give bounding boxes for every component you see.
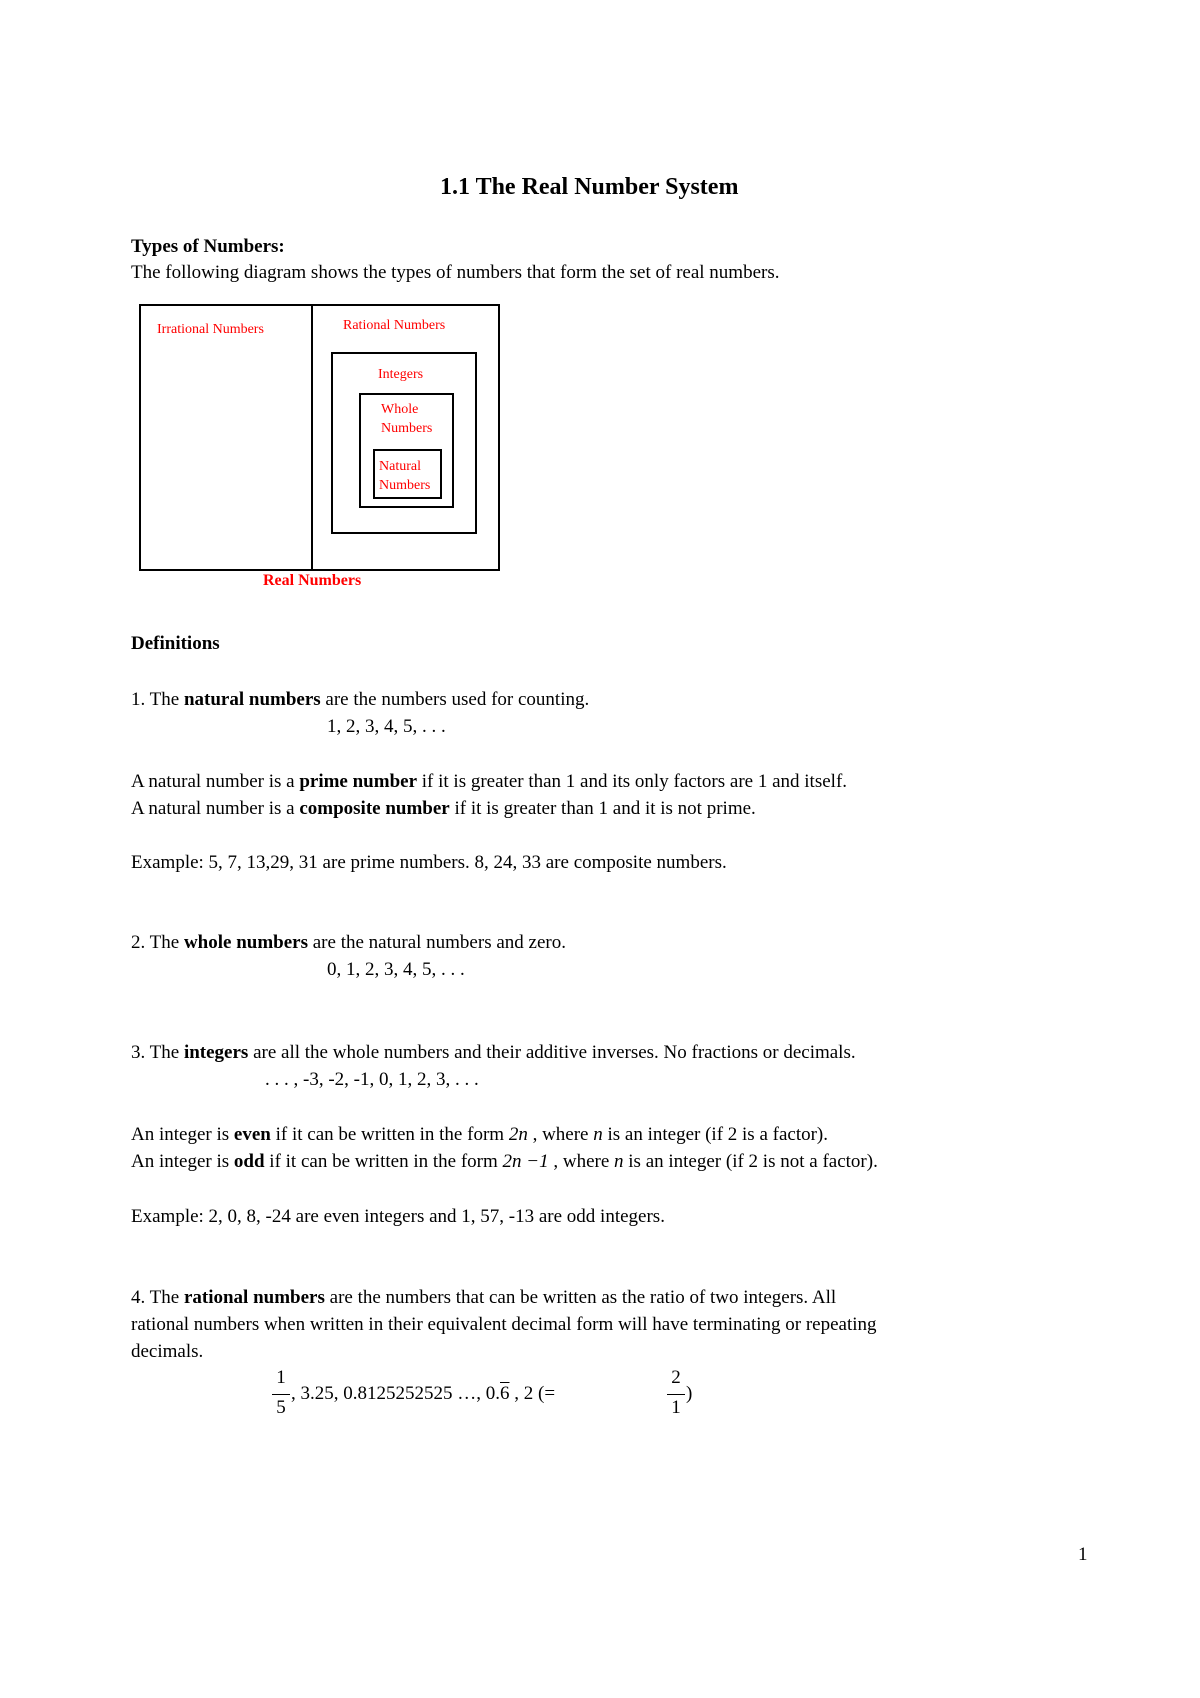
def2-sequence: 0, 1, 2, 3, 4, 5, . . . bbox=[327, 959, 465, 980]
rational-examples-mid bbox=[291, 1383, 555, 1405]
types-heading: Types of Numbers: bbox=[131, 236, 285, 257]
def1-rest: are the numbers used for counting. bbox=[320, 689, 590, 710]
prime-definition bbox=[131, 771, 847, 793]
whole-numbers-label-2: Numbers bbox=[381, 421, 433, 436]
rational-examples-end: , 2 (= bbox=[509, 1383, 556, 1404]
def3-sequence: . . . , -3, -2, -1, 0, 1, 2, 3, . . . bbox=[265, 1069, 479, 1090]
frac2-close-paren: ) bbox=[686, 1383, 693, 1404]
prime-def-b: if it is greater than 1 and its only factors are 1 and itself. bbox=[417, 771, 848, 792]
frac1-numerator: 1 bbox=[276, 1367, 286, 1388]
rational-examples-text: , 3.25, 0.8125252525 …, 0. bbox=[291, 1383, 500, 1404]
repeating-digit: 6 bbox=[500, 1383, 510, 1404]
whole-numbers-label-1: Whole bbox=[381, 402, 419, 417]
even-def-b: if it can be written in the form bbox=[270, 1124, 509, 1145]
frac1-bar bbox=[272, 1394, 290, 1395]
def4-rest: are the numbers that can be written as the ratio of two integers. All bbox=[324, 1287, 837, 1308]
even-term: even bbox=[233, 1124, 271, 1145]
natural-numbers-label-1: Natural bbox=[379, 459, 421, 474]
odd-term: odd bbox=[233, 1151, 265, 1172]
integers-label: Integers bbox=[378, 367, 424, 382]
even-definition bbox=[131, 1124, 828, 1146]
page-number: 1 bbox=[1078, 1544, 1088, 1565]
composite-def-b: if it is greater than 1 and it is not prime. bbox=[449, 798, 756, 819]
odd-n: n bbox=[614, 1151, 624, 1172]
even-def-d: is an integer (if 2 is a factor). bbox=[602, 1124, 829, 1145]
rational-numbers-label: Rational Numbers bbox=[343, 318, 446, 333]
def4-line-3: decimals. bbox=[131, 1341, 204, 1362]
def1-example: Example: 5, 7, 13,29, 31 are prime numbers. 8, 24, 33 are composite numbers. bbox=[131, 852, 727, 873]
def4-number: 4. The bbox=[131, 1287, 184, 1308]
def2-line bbox=[131, 932, 566, 954]
natural-numbers-label-2: Numbers bbox=[379, 478, 431, 493]
irrational-numbers-label: Irrational Numbers bbox=[157, 322, 264, 337]
odd-def-c: , where bbox=[548, 1151, 615, 1172]
def1-term: natural numbers bbox=[183, 689, 321, 710]
even-def-c: , where bbox=[527, 1124, 594, 1145]
def1-number: 1. The bbox=[131, 689, 184, 710]
def3-rest: are all the whole numbers and their additive inverses. No fractions or decimals. bbox=[248, 1042, 856, 1063]
def2-rest: are the natural numbers and zero. bbox=[308, 932, 566, 953]
def3-example: Example: 2, 0, 8, -24 are even integers and 1, 57, -13 are odd integers. bbox=[131, 1206, 665, 1227]
irrational-rational-divider bbox=[311, 305, 313, 570]
odd-form: 2n −1 bbox=[502, 1151, 549, 1172]
def2-term: whole numbers bbox=[183, 932, 308, 953]
frac1-denominator: 5 bbox=[276, 1397, 286, 1418]
prime-term: prime number bbox=[299, 771, 418, 792]
odd-def-a: An integer is bbox=[131, 1151, 234, 1172]
composite-def-a: A natural number is a bbox=[131, 798, 300, 819]
real-numbers-label: Real Numbers bbox=[263, 572, 362, 589]
def4-line-2: rational numbers when written in their equivalent decimal form will have terminating or repeating bbox=[131, 1314, 877, 1335]
def3-line bbox=[131, 1042, 856, 1064]
frac2-bar bbox=[667, 1394, 685, 1395]
def3-number: 3. The bbox=[131, 1042, 184, 1063]
def1-sequence: 1, 2, 3, 4, 5, . . . bbox=[327, 716, 446, 737]
types-intro: The following diagram shows the types of numbers that form the set of real numbers. bbox=[131, 262, 780, 283]
frac2-numerator: 2 bbox=[671, 1367, 681, 1388]
even-n: n bbox=[593, 1124, 603, 1145]
def2-number: 2. The bbox=[131, 932, 184, 953]
odd-def-d: is an integer (if 2 is not a factor). bbox=[623, 1151, 878, 1172]
frac2-denominator: 1 bbox=[671, 1397, 681, 1418]
def4-term: rational numbers bbox=[183, 1287, 325, 1308]
odd-definition bbox=[131, 1151, 878, 1173]
composite-term: composite number bbox=[299, 798, 450, 819]
composite-definition bbox=[131, 798, 756, 820]
prime-def-a: A natural number is a bbox=[131, 771, 300, 792]
def1-line bbox=[131, 689, 589, 711]
definitions-heading: Definitions bbox=[131, 633, 220, 654]
page-title: 1.1 The Real Number System bbox=[440, 174, 739, 200]
odd-def-b: if it can be written in the form bbox=[264, 1151, 503, 1172]
def3-term: integers bbox=[183, 1042, 249, 1063]
even-def-a: An integer is bbox=[131, 1124, 234, 1145]
def4-line bbox=[131, 1287, 836, 1309]
even-form: 2n bbox=[508, 1124, 528, 1145]
